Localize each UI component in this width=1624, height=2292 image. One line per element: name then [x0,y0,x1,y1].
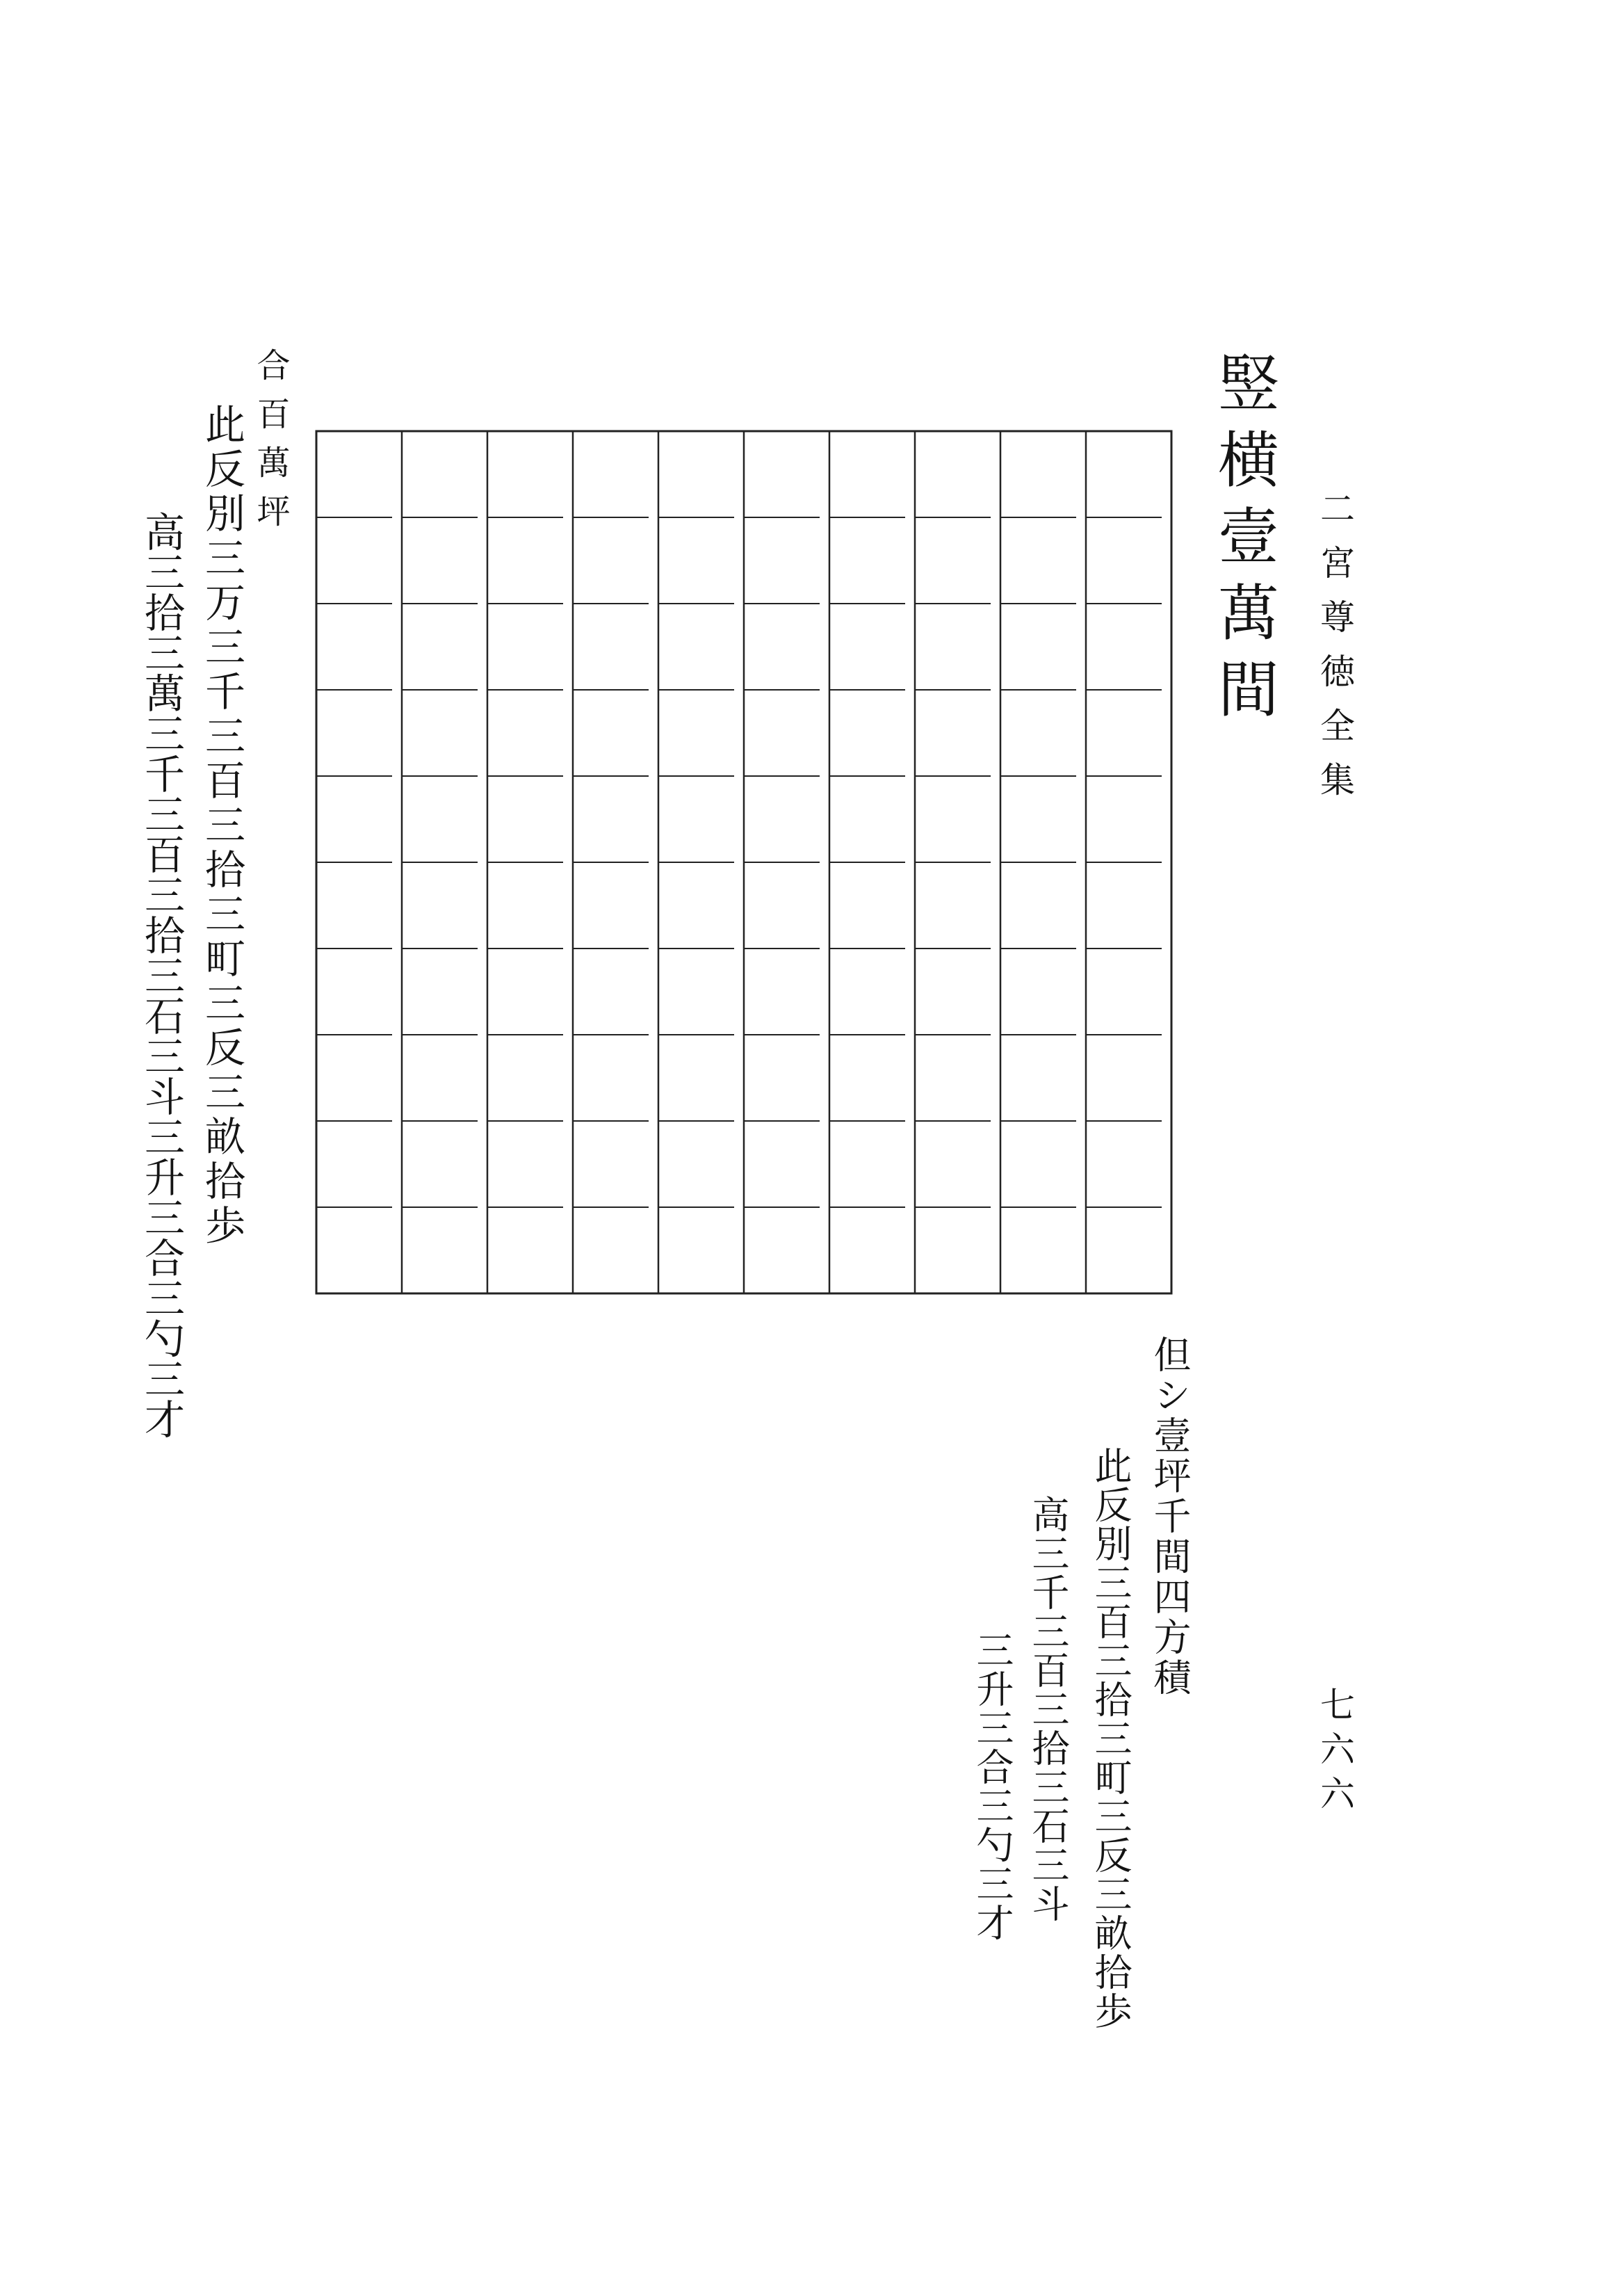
note-yield-line: 高三千三百三拾三石三斗 [1026,1495,1070,1923]
note-area-line: 此反別三百三拾三町三反三畝拾歩 [1089,1446,1132,2031]
page-number: 七六六 [1315,1686,1355,1820]
total-yield-line: 高三拾三萬三千三百三拾三石三斗三升三合三勺三才 [138,511,185,1439]
total-area-line: 此反別三万三千三百三拾三町三反三畝拾歩 [198,403,245,1249]
grid-diagram [313,428,1175,1297]
total-label: 合百萬坪 [251,348,290,542]
note-yield-continuation: 三升三合三勺三才 [971,1631,1014,1942]
note-label: 但シ壹坪千間四方積 [1148,1335,1192,1698]
running-title: 二宮尊徳全集 [1315,490,1355,816]
diagram-title: 竪横壹萬間 [1208,351,1280,734]
